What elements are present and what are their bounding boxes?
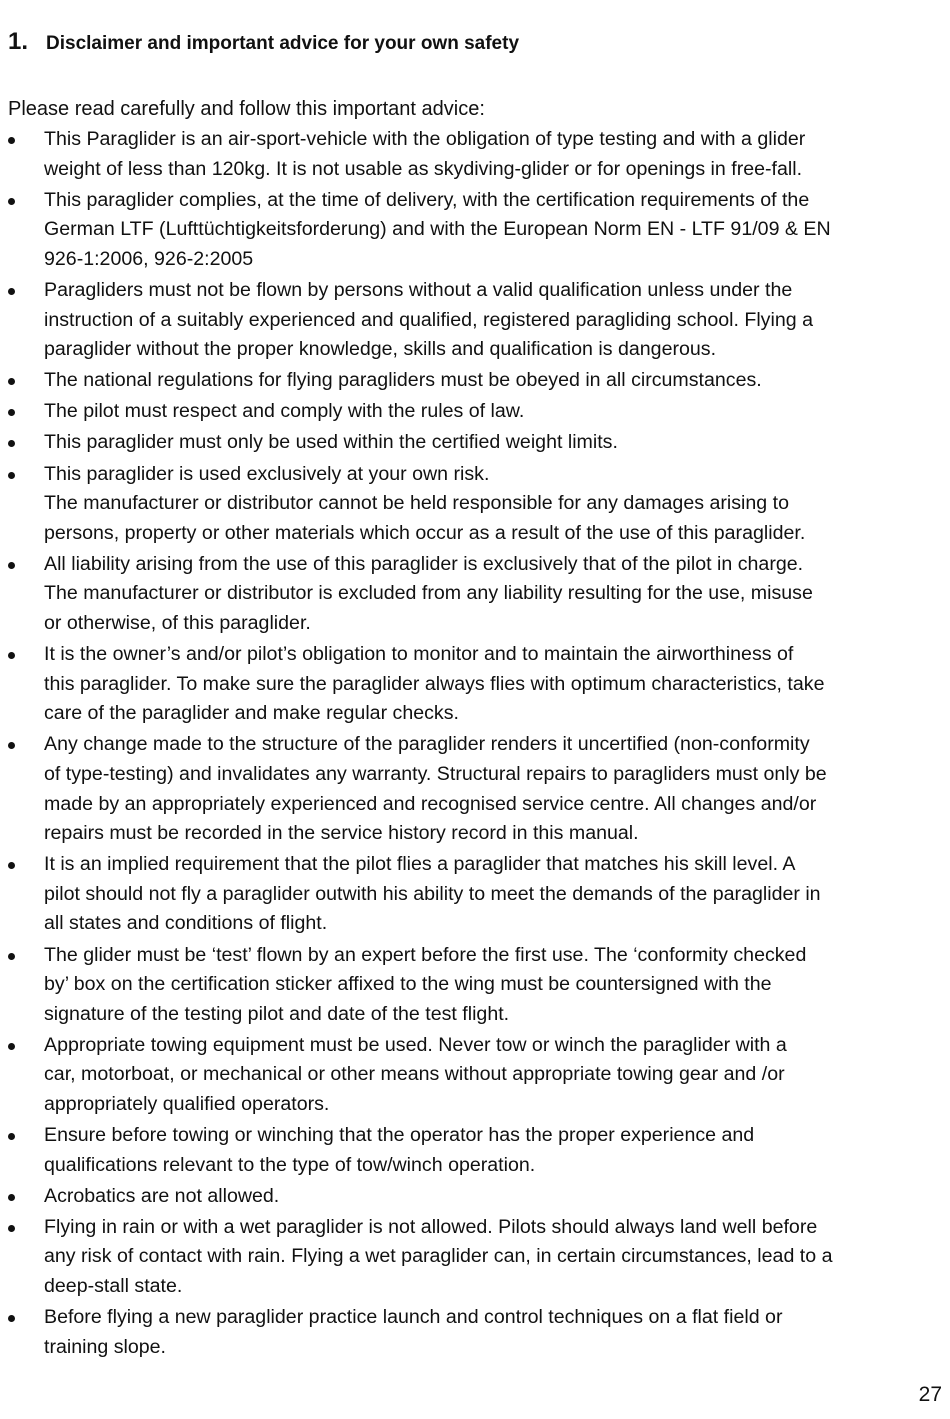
list-item-text: all states and conditions of flight. (44, 912, 328, 935)
list-item-text: signature of the testing pilot and date of the test flight. (44, 1002, 510, 1025)
list-item-text: The glider must be ‘test’ flown by an expert before the first use. The ‘conformity checked (44, 943, 807, 966)
bullet-icon (8, 378, 15, 385)
list-item (0, 125, 945, 184)
list-item-text: German LTF (Lufttüchtigkeitsforderung) and with the European Norm EN - LTF 91/09 & EN (44, 218, 831, 241)
list-item-text: paraglider without the proper knowledge, skills and qualification is dangerous. (44, 338, 717, 361)
list-item-text: car, motorboat, or mechanical or other means without appropriate towing gear and /or (44, 1063, 785, 1086)
list-item-text: It is an implied requirement that the pilot flies a paraglider that matches his skill level. A (44, 853, 796, 876)
list-item (0, 550, 945, 639)
list-item (0, 1182, 945, 1212)
list-item (0, 1213, 945, 1302)
list-item-text: of type-testing) and invalidates any warranty. Structural repairs to paragliders must only be (44, 762, 827, 785)
list-item-text: Before flying a new paraglider practice launch and control techniques on a flat field or (44, 1306, 783, 1329)
section-heading (8, 28, 519, 56)
list-item (0, 640, 945, 729)
bullet-icon (8, 1225, 15, 1232)
list-item-text: weight of less than 120kg. It is not usable as skydiving-glider or for openings in free-fall. (44, 157, 803, 180)
list-item-text: care of the paraglider and make regular checks. (44, 702, 459, 725)
advice-list (0, 125, 945, 1364)
bullet-icon (8, 288, 15, 295)
list-item-text: This paraglider must only be used within the certified weight limits. (44, 431, 618, 454)
list-item-text: 926-1:2006, 926-2:2005 (44, 247, 254, 270)
list-item-text: any risk of contact with rain. Flying a wet paraglider can, in certain circumstances, lead to a (44, 1245, 833, 1268)
list-item-text: made by an appropriately experienced and recognised service centre. All changes and/or (44, 792, 817, 815)
list-item-text: It is the owner’s and/or pilot’s obligation to monitor and to maintain the airworthiness of (44, 643, 794, 666)
list-item-text: Acrobatics are not allowed. (44, 1184, 280, 1207)
list-item (0, 1121, 945, 1180)
bullet-icon (8, 440, 15, 447)
list-item-text: pilot should not fly a paraglider outwith his ability to meet the demands of the paraglider in (44, 882, 821, 905)
bullet-icon (8, 472, 15, 479)
list-item-text: Flying in rain or with a wet paraglider is not allowed. Pilots should always land well before (44, 1215, 818, 1238)
section-title: Disclaimer and important advice for your own safety (46, 33, 520, 54)
list-item-text: Ensure before towing or winching that the operator has the proper experience and (44, 1124, 755, 1147)
list-item-text: appropriately qualified operators. (44, 1093, 330, 1115)
list-item-text: repairs must be recorded in the service history record in this manual. (44, 822, 639, 845)
list-item (0, 941, 945, 1030)
bullet-icon (8, 409, 15, 416)
bullet-icon (8, 1315, 15, 1322)
bullet-icon (8, 862, 15, 869)
list-item (0, 276, 945, 365)
list-item-text: The national regulations for flying paragliders must be obeyed in all circumstances. (44, 369, 762, 392)
list-item (0, 1303, 945, 1362)
list-item (0, 186, 945, 275)
list-item-text: Paragliders must not be flown by persons without a valid qualification unless under the (44, 278, 793, 301)
list-item-text: persons, property or other materials which occur as a result of the use of this paraglider. (44, 521, 806, 544)
bullet-icon (8, 137, 15, 144)
list-item (0, 397, 945, 427)
page-number: 27 (918, 1383, 942, 1406)
list-item-text: This paraglider is used exclusively at your own risk. (44, 462, 490, 485)
list-item (0, 366, 945, 396)
list-item-text: The manufacturer or distributor is excluded from any liability resulting for the use, misuse (44, 582, 813, 605)
list-item-text: deep-stall state. (44, 1275, 183, 1298)
list-item-text: qualifications relevant to the type of tow/winch operation. (44, 1153, 536, 1176)
bullet-icon (8, 198, 15, 205)
list-item-text: The pilot must respect and comply with the rules of law. (44, 400, 525, 423)
list-item-text: All liability arising from the use of this paraglider is exclusively that of the pilot in charge. (44, 552, 804, 575)
bullet-icon (8, 1043, 15, 1050)
list-item-text: instruction of a suitably experienced and qualified, registered paragliding school. Flying a (44, 308, 813, 331)
bullet-icon (8, 1194, 15, 1201)
list-item (0, 460, 945, 549)
list-item-text: training slope. (44, 1335, 166, 1358)
list-item-text: This Paraglider is an air-sport-vehicle with the obligation of type testing and with a glider (44, 128, 806, 150)
bullet-icon (8, 953, 15, 960)
list-item (0, 1031, 945, 1120)
list-item-text: This paraglider complies, at the time of delivery, with the certification requirements of the (44, 188, 810, 211)
bullet-icon (8, 652, 15, 659)
list-item-text: this paraglider. To make sure the paraglider always flies with optimum characteristics, take (44, 672, 825, 695)
bullet-icon (8, 562, 15, 569)
list-item (0, 850, 945, 939)
section-number: 1. (8, 28, 29, 55)
list-item-text: or otherwise, of this paraglider. (44, 612, 311, 634)
intro-paragraph: Please read carefully and follow this important advice: (8, 98, 485, 120)
list-item-text: The manufacturer or distributor cannot be held responsible for any damages arising to (44, 492, 789, 515)
bullet-icon (8, 742, 15, 749)
list-item-text: Appropriate towing equipment must be used. Never tow or winch the paraglider with a (44, 1033, 787, 1056)
list-item-text: by’ box on the certification sticker affixed to the wing must be countersigned with the (44, 973, 772, 996)
list-item (0, 730, 945, 848)
bullet-icon (8, 1133, 15, 1140)
list-item-text: Any change made to the structure of the paraglider renders it uncertified (non-conformity (44, 733, 810, 756)
list-item (0, 428, 945, 458)
